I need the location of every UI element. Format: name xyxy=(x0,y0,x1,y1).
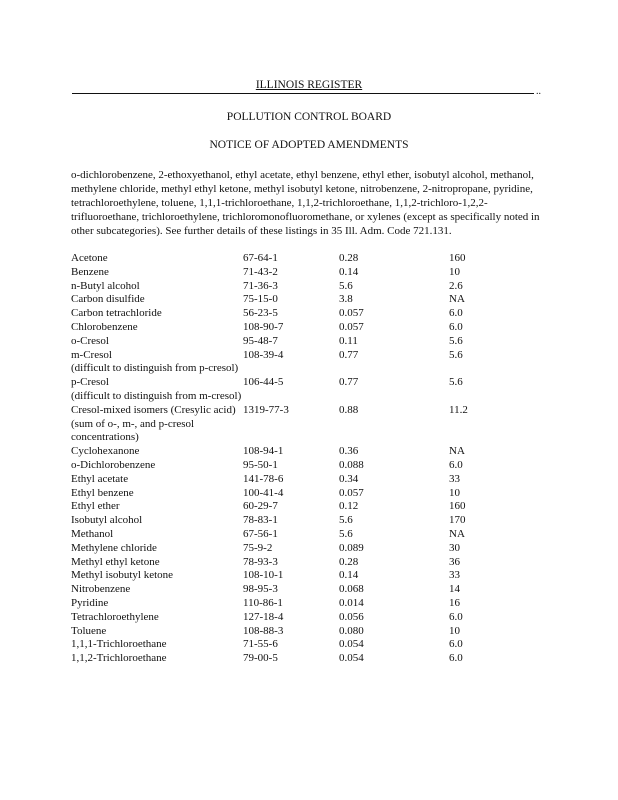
constituent-name: p-Cresol xyxy=(71,376,109,389)
constituent-name: (sum of o-, m-, and p-cresol concentrations) xyxy=(71,417,195,444)
cas-number: 67-64-1 xyxy=(243,252,278,264)
table-row xyxy=(71,293,551,307)
table-row xyxy=(71,418,551,446)
wastewater-limit: 0.77 xyxy=(339,348,359,361)
table-row xyxy=(71,625,551,639)
wastewater-limit: 0.054 xyxy=(339,638,364,651)
cas-number: 95-48-7 xyxy=(243,334,278,347)
wastewater-limit: 0.14 xyxy=(339,265,359,278)
nonwastewater-limit: 10 xyxy=(449,265,460,278)
wastewater-limit: 0.28 xyxy=(339,252,359,264)
wastewater-limit: 0.057 xyxy=(339,486,364,499)
table-row xyxy=(71,349,551,363)
constituent-name: (difficult to distinguish from m-cresol) xyxy=(71,389,242,402)
constituent-name: o-Cresol xyxy=(71,334,109,347)
cas-number: 141-78-6 xyxy=(243,472,284,485)
table-row xyxy=(71,266,551,280)
wastewater-limit: 0.088 xyxy=(339,458,364,471)
nonwastewater-limit: 6.0 xyxy=(449,307,463,320)
table-row xyxy=(71,376,551,390)
nonwastewater-limit: 160 xyxy=(449,500,466,513)
table-row xyxy=(71,404,551,418)
table-row xyxy=(71,487,551,501)
cas-number: 78-83-1 xyxy=(243,514,278,527)
constituent-table xyxy=(71,252,551,666)
wastewater-limit: 0.056 xyxy=(339,610,364,623)
constituent-name: Methyl isobutyl ketone xyxy=(71,569,174,582)
notice-title: NOTICE OF ADOPTED AMENDMENTS xyxy=(209,139,409,151)
table-row xyxy=(71,638,551,652)
nonwastewater-limit: 6.0 xyxy=(449,458,463,471)
cas-number: 71-55-6 xyxy=(243,638,278,651)
nonwastewater-limit: 30 xyxy=(449,541,460,554)
cas-number: 56-23-5 xyxy=(243,307,278,320)
cas-number: 71-43-2 xyxy=(243,265,278,278)
nonwastewater-limit: 6.0 xyxy=(449,652,463,665)
cas-number: 1319-77-3 xyxy=(243,403,289,416)
cas-number: 75-9-2 xyxy=(243,541,273,554)
cas-number: 98-95-3 xyxy=(243,583,278,596)
cas-number: 60-29-7 xyxy=(243,500,278,513)
constituent-name: Methylene chloride xyxy=(71,541,157,554)
header-mark: .. xyxy=(536,86,541,97)
table-row xyxy=(71,597,551,611)
wastewater-limit: 5.6 xyxy=(339,514,353,527)
table-row xyxy=(71,321,551,335)
table-row xyxy=(71,473,551,487)
constituent-name: Carbon tetrachloride xyxy=(71,307,162,320)
wastewater-limit: 0.054 xyxy=(339,652,364,665)
wastewater-limit: 0.28 xyxy=(339,555,359,568)
cas-number: 75-15-0 xyxy=(243,293,278,306)
nonwastewater-limit: NA xyxy=(449,445,465,458)
table-row xyxy=(71,556,551,570)
nonwastewater-limit: 36 xyxy=(449,555,460,568)
wastewater-limit: 5.6 xyxy=(339,279,353,292)
nonwastewater-limit: 5.6 xyxy=(449,348,463,361)
intro-paragraph: o-dichlorobenzene, 2-ethoxyethanol, ethyl acetate, ethyl benzene, ethyl ether, isobutyl alcohol, methanol, methylene chloride, methyl ethyl ketone, methyl isobutyl ketone, nitrobenzene, 2-nitropropane, pyridine, tetrachloroethylene, toluene, 1,1,1-trichloroethane, 1,1,2-trichloroethane, 1,1,2-trichloro-1,2,2-trifluoroethane, trichloroethylene, trichloromonofluoromethane, or xylenes (except as specifically noted in other subcategories). See further details of these listings in 35 Ill. Adm. Code 721.131. xyxy=(71,169,540,237)
constituent-name: Cresol-mixed isomers (Cresylic acid) xyxy=(71,403,236,416)
table-row xyxy=(71,252,551,266)
cas-number: 106-44-5 xyxy=(243,376,284,389)
table-row xyxy=(71,500,551,514)
wastewater-limit: 0.77 xyxy=(339,376,359,389)
cas-number: 71-36-3 xyxy=(243,279,278,292)
table-row xyxy=(71,335,551,349)
wastewater-limit: 0.12 xyxy=(339,500,359,513)
cas-number: 108-94-1 xyxy=(243,445,284,458)
nonwastewater-limit: 5.6 xyxy=(449,334,463,347)
constituent-name: n-Butyl alcohol xyxy=(71,279,140,292)
cas-number: 100-41-4 xyxy=(243,486,284,499)
constituent-name: Chlorobenzene xyxy=(71,320,138,333)
cas-number: 78-93-3 xyxy=(243,555,278,568)
constituent-name: Isobutyl alcohol xyxy=(71,514,143,527)
table-row xyxy=(71,569,551,583)
wastewater-limit: 0.089 xyxy=(339,541,364,554)
nonwastewater-limit: 10 xyxy=(449,624,460,637)
table-row xyxy=(71,611,551,625)
wastewater-limit: 0.88 xyxy=(339,403,359,416)
nonwastewater-limit: 160 xyxy=(449,252,466,264)
constituent-name: 1,1,1-Trichloroethane xyxy=(71,638,167,651)
table-row xyxy=(71,514,551,528)
nonwastewater-limit: 6.0 xyxy=(449,320,463,333)
nonwastewater-limit: 11.2 xyxy=(449,403,468,416)
constituent-name: Tetrachloroethylene xyxy=(71,610,159,623)
wastewater-limit: 0.068 xyxy=(339,583,364,596)
constituent-name: (difficult to distinguish from p-cresol) xyxy=(71,362,239,375)
constituent-name: 1,1,2-Trichloroethane xyxy=(71,652,167,665)
table-row xyxy=(71,362,551,376)
nonwastewater-limit: 170 xyxy=(449,514,466,527)
constituent-name: Nitrobenzene xyxy=(71,583,131,596)
constituent-name: Acetone xyxy=(71,252,108,264)
board-title: POLLUTION CONTROL BOARD xyxy=(226,111,392,123)
nonwastewater-limit: 16 xyxy=(449,596,460,609)
nonwastewater-limit: 10 xyxy=(449,486,460,499)
cas-number: 127-18-4 xyxy=(243,610,284,623)
cas-number: 110-86-1 xyxy=(243,596,283,609)
register-title: ILLINOIS REGISTER xyxy=(255,79,363,91)
nonwastewater-limit: NA xyxy=(449,293,465,306)
nonwastewater-limit: 5.6 xyxy=(449,376,463,389)
table-row xyxy=(71,390,551,404)
nonwastewater-limit: 33 xyxy=(449,472,460,485)
wastewater-limit: 3.8 xyxy=(339,293,353,306)
constituent-name: Carbon disulfide xyxy=(71,293,145,306)
cas-number: 79-00-5 xyxy=(243,652,278,665)
header-rule xyxy=(72,93,534,94)
table-row xyxy=(71,583,551,597)
table-row xyxy=(71,307,551,321)
nonwastewater-limit: 2.6 xyxy=(449,279,463,292)
wastewater-limit: 0.057 xyxy=(339,307,364,320)
nonwastewater-limit: 33 xyxy=(449,569,460,582)
wastewater-limit: 0.080 xyxy=(339,624,364,637)
cas-number: 108-90-7 xyxy=(243,320,284,333)
nonwastewater-limit: NA xyxy=(449,527,465,540)
constituent-name: o-Dichlorobenzene xyxy=(71,458,156,471)
cas-number: 108-39-4 xyxy=(243,348,284,361)
table-row xyxy=(71,280,551,294)
constituent-name: m-Cresol xyxy=(71,348,112,361)
constituent-name: Methanol xyxy=(71,527,114,540)
table-row xyxy=(71,542,551,556)
constituent-name: Ethyl benzene xyxy=(71,486,134,499)
constituent-name: Ethyl acetate xyxy=(71,472,129,485)
constituent-name: Toluene xyxy=(71,624,107,637)
table-row xyxy=(71,528,551,542)
constituent-name: Ethyl ether xyxy=(71,500,120,513)
wastewater-limit: 0.014 xyxy=(339,596,364,609)
wastewater-limit: 0.14 xyxy=(339,569,359,582)
nonwastewater-limit: 14 xyxy=(449,583,460,596)
cas-number: 108-88-3 xyxy=(243,624,284,637)
table-row xyxy=(71,652,551,666)
wastewater-limit: 0.34 xyxy=(339,472,359,485)
constituent-name: Benzene xyxy=(71,265,109,278)
table-row xyxy=(71,459,551,473)
cas-number: 108-10-1 xyxy=(243,569,284,582)
constituent-name: Methyl ethyl ketone xyxy=(71,555,160,568)
constituent-name: Pyridine xyxy=(71,596,109,609)
table-row xyxy=(71,445,551,459)
cas-number: 95-50-1 xyxy=(243,458,278,471)
nonwastewater-limit: 6.0 xyxy=(449,610,463,623)
wastewater-limit: 5.6 xyxy=(339,527,353,540)
wastewater-limit: 0.057 xyxy=(339,320,364,333)
wastewater-limit: 0.11 xyxy=(339,334,358,347)
cas-number: 67-56-1 xyxy=(243,527,278,540)
nonwastewater-limit: 6.0 xyxy=(449,638,463,651)
wastewater-limit: 0.36 xyxy=(339,445,359,458)
constituent-name: Cyclohexanone xyxy=(71,445,140,458)
